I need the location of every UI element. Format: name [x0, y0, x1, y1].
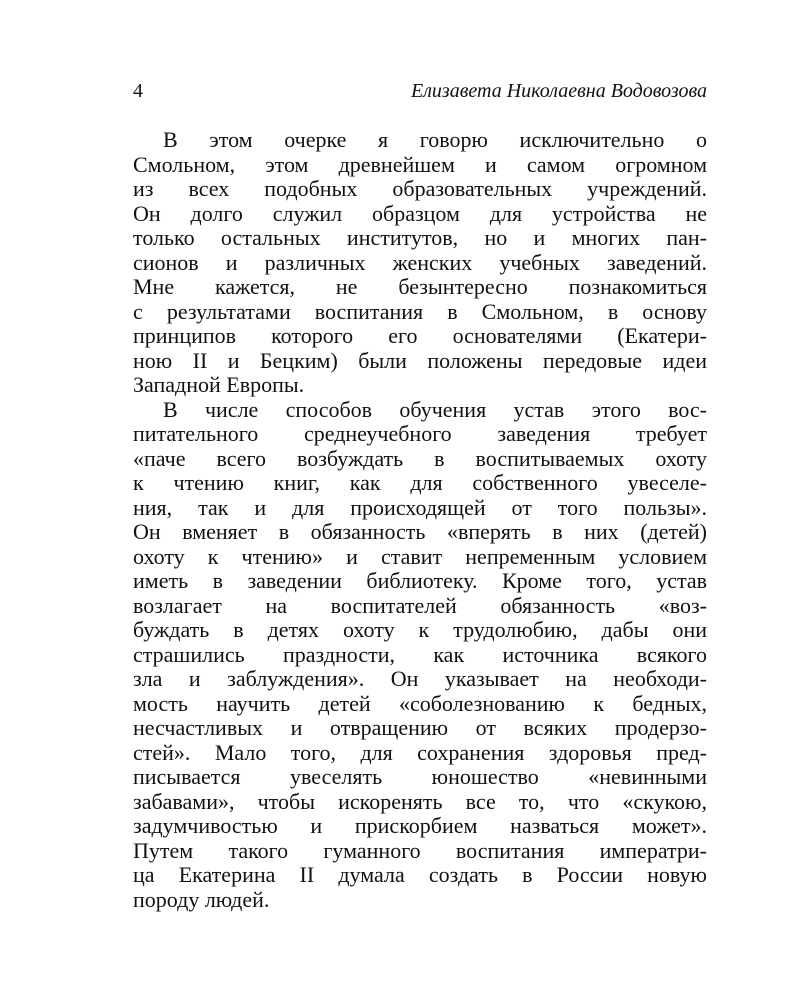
text-line: писывается увеселять юношество «невинными: [133, 764, 707, 789]
text-line: стей». Мало того, для сохранения здоровья пред-: [133, 739, 707, 765]
text-line: с результатами воспитания в Смольном, в основу: [133, 298, 707, 324]
text-line: иметь в заведении библиотеку. Кроме того, устав: [133, 568, 707, 593]
text-line: страшились праздности, как источника всякого: [133, 641, 707, 667]
running-title: Елизавета Николаевна Водовозова: [410, 80, 707, 102]
text-line: буждать в детях охоту к трудолюбию, дабы они: [133, 617, 707, 642]
text-line: к чтению книг, как для собственного увеселе-: [133, 470, 707, 495]
text-line: Путем такого гуманного воспитания императри-: [133, 837, 707, 863]
text-line: охоту к чтению» и ставит непременным условием: [133, 543, 707, 569]
text-line: ца Екатерина II думала создать в России новую: [133, 862, 707, 887]
text-line: задумчивостью и прискорбием назваться может».: [133, 813, 707, 838]
text-line: Западной Европы.: [133, 372, 305, 397]
text-line: из всех подобных образовательных учреждений.: [133, 176, 707, 201]
text-line: зла и заблуждения». Он указывает на необходи-: [133, 666, 707, 691]
text-line: принципов которого его основателями (Екатери-: [133, 323, 707, 348]
text-line: питательного среднеучебного заведения требует: [133, 421, 707, 446]
page-number: 4: [133, 80, 143, 102]
text-line: сионов и различных женских учебных заведений.: [133, 249, 707, 275]
text-line: ния, так и для происходящей от того пользы».: [133, 494, 707, 520]
text-line: возлагает на воспитателей обязанность «воз-: [133, 592, 707, 618]
text-line: «паче всего возбуждать в воспитываемых охоту: [133, 445, 707, 471]
text-line: несчастливых и отвращению от всяких продерзо-: [133, 715, 707, 740]
body-text: [133, 128, 707, 912]
text-line: Он долго служил образцом для устройства не: [133, 200, 707, 226]
text-line: породу людей.: [133, 886, 270, 912]
running-head: [133, 76, 707, 106]
text-line: Он вменяет в обязанность «вперять в них (детей): [133, 519, 707, 544]
text-line: В числе способов обучения устав этого вос-: [163, 396, 707, 422]
text-line: Смольном, этом древнейшем и самом огромном: [133, 151, 707, 177]
text-line: мость научить детей «соболезнованию к бедных,: [133, 690, 707, 716]
text-line: В этом очерке я говорю исключительно о: [163, 127, 707, 152]
text-line: только остальных институтов, но и многих пан-: [133, 225, 707, 250]
text-line: забавами», чтобы искоренять все то, что «скукою,: [133, 788, 707, 814]
text-line: Мне кажется, не безынтересно познакомиться: [133, 274, 707, 299]
text-line: ною II и Бецким) были положены передовые идеи: [133, 347, 707, 373]
